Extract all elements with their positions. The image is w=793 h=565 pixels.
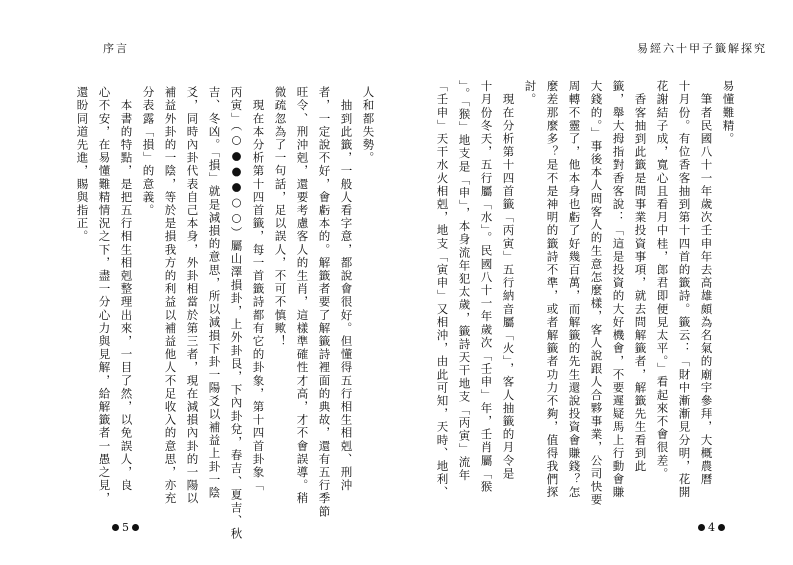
text-column: 爻，同時內卦代表自己本身，外卦相當於第三者，現在減損內卦的一陽以 — [185, 86, 200, 506]
text-column: 」。「猴」地支是「申」，本身流年犯太歲，籤詩天干地支「丙寅」流年 — [457, 80, 472, 482]
ornament-dot-icon — [112, 524, 119, 531]
text-column: 人和都失勢。 — [361, 86, 376, 165]
text-column: 麼差那麼多？是不是神明的籤詩不準，或者解籤者功力不夠，值得我們探 — [545, 80, 560, 500]
text-column: 還盼同道先進，賜與指正。 — [75, 86, 90, 244]
page-number-text: 5 — [122, 521, 129, 534]
left-page — [0, 0, 396, 565]
text-column: 抽到此籤，一般人看字意，都說會很好。但懂得五行相生相剋、刑沖 — [339, 86, 354, 493]
right-page-number — [698, 521, 725, 534]
text-column: 大錢的。」事後本人問客人的生意怎麼樣，客人說跟人合夥事業，公司快要 — [589, 80, 604, 507]
text-column: 討。 — [523, 80, 538, 107]
text-column: 旺令、刑沖剋，還要考慮客人的生肖，這樣準確性才高，才不會誤導。稍 — [295, 86, 310, 506]
left-page-number — [112, 521, 139, 534]
text-column: 現在本分析第十四首籤，每一首籤詩都有它的卦象，第十四首卦象「 — [251, 86, 266, 493]
text-column: 易懂難精。 — [721, 80, 736, 146]
hexagram-symbol: ○●●●○○ — [229, 132, 244, 227]
ornament-dot-icon — [718, 524, 725, 531]
right-page — [396, 0, 793, 565]
text-fragment: 丙寅」（ — [229, 86, 244, 133]
text-column: 現在分析第十四首籤「丙寅」五行納音屬「火」，客人抽籤的月令是 — [501, 80, 516, 481]
right-page-header: 易經六十甲子籤解探究 — [637, 42, 767, 55]
left-page-header: 序言 — [103, 42, 129, 55]
text-column: 者，一定說不好，會虧本的。解籤者要了解籤詩裡面的典故，還有五行季節 — [317, 86, 332, 519]
text-fragment: ）屬山澤損卦，上外卦艮，下內卦兌，春吉、夏吉、秋 — [229, 226, 244, 541]
text-column: 香客抽到此籤是問事業投資事項，就去問解籤者，解籤先生看到此 — [633, 80, 648, 473]
text-column: 微疏忽為了一句話，足以誤人，不可不慎歟！ — [273, 86, 288, 348]
text-column: 分表露「損」的意義。 — [141, 86, 156, 217]
text-column: 吉、冬凶。「損」就是減損的意思，所以減損下卦一陽爻以補益上卦一陰 — [207, 86, 222, 500]
text-column: 心不安，在易懂難精情況之下，盡一分心力與見解，給解籤者一愚之見， — [97, 86, 112, 506]
text-column: 十月份冬天，五行屬「水」。民國八十一年歲次「壬申」年，壬肖屬「猴 — [479, 80, 494, 494]
text-column: 花謝結子成，寬心且看月中桂，郎君即便見太平。」看起來不會很差。 — [655, 80, 670, 481]
page-number-text: 4 — [708, 521, 715, 534]
text-column: 周轉不靈了，他本身也虧了好幾百萬，而解籤的先生還說投資會賺錢？怎 — [567, 80, 582, 500]
text-column: 籤，舉大拇指對香客說：「這是投資的大好機會，不要遲疑馬上行動會賺 — [611, 80, 626, 500]
text-column: 十月份。有位香客抽到第十四首的籤詩。籤云：「財中漸漸見分明，花開 — [677, 80, 692, 500]
text-column-with-hexagram — [229, 86, 244, 541]
ornament-dot-icon — [132, 524, 139, 531]
text-column: 本書的特點，是把五行相生相剋整理出來，一目了然，以免誤人，良 — [119, 86, 134, 493]
text-column: 「壬申」天干水火相剋，地支「寅申」又相沖，由此可知，天時、地利、 — [435, 80, 450, 500]
text-column: 筆者民國八十一年歲次壬申年去高雄頗為名氣的廟宇參拜，大概農曆 — [699, 80, 714, 487]
ornament-dot-icon — [698, 524, 705, 531]
text-column: 補益外卦的一陰，等於是損我方的利益以補益他人不足收入的意思，亦充 — [163, 86, 178, 506]
